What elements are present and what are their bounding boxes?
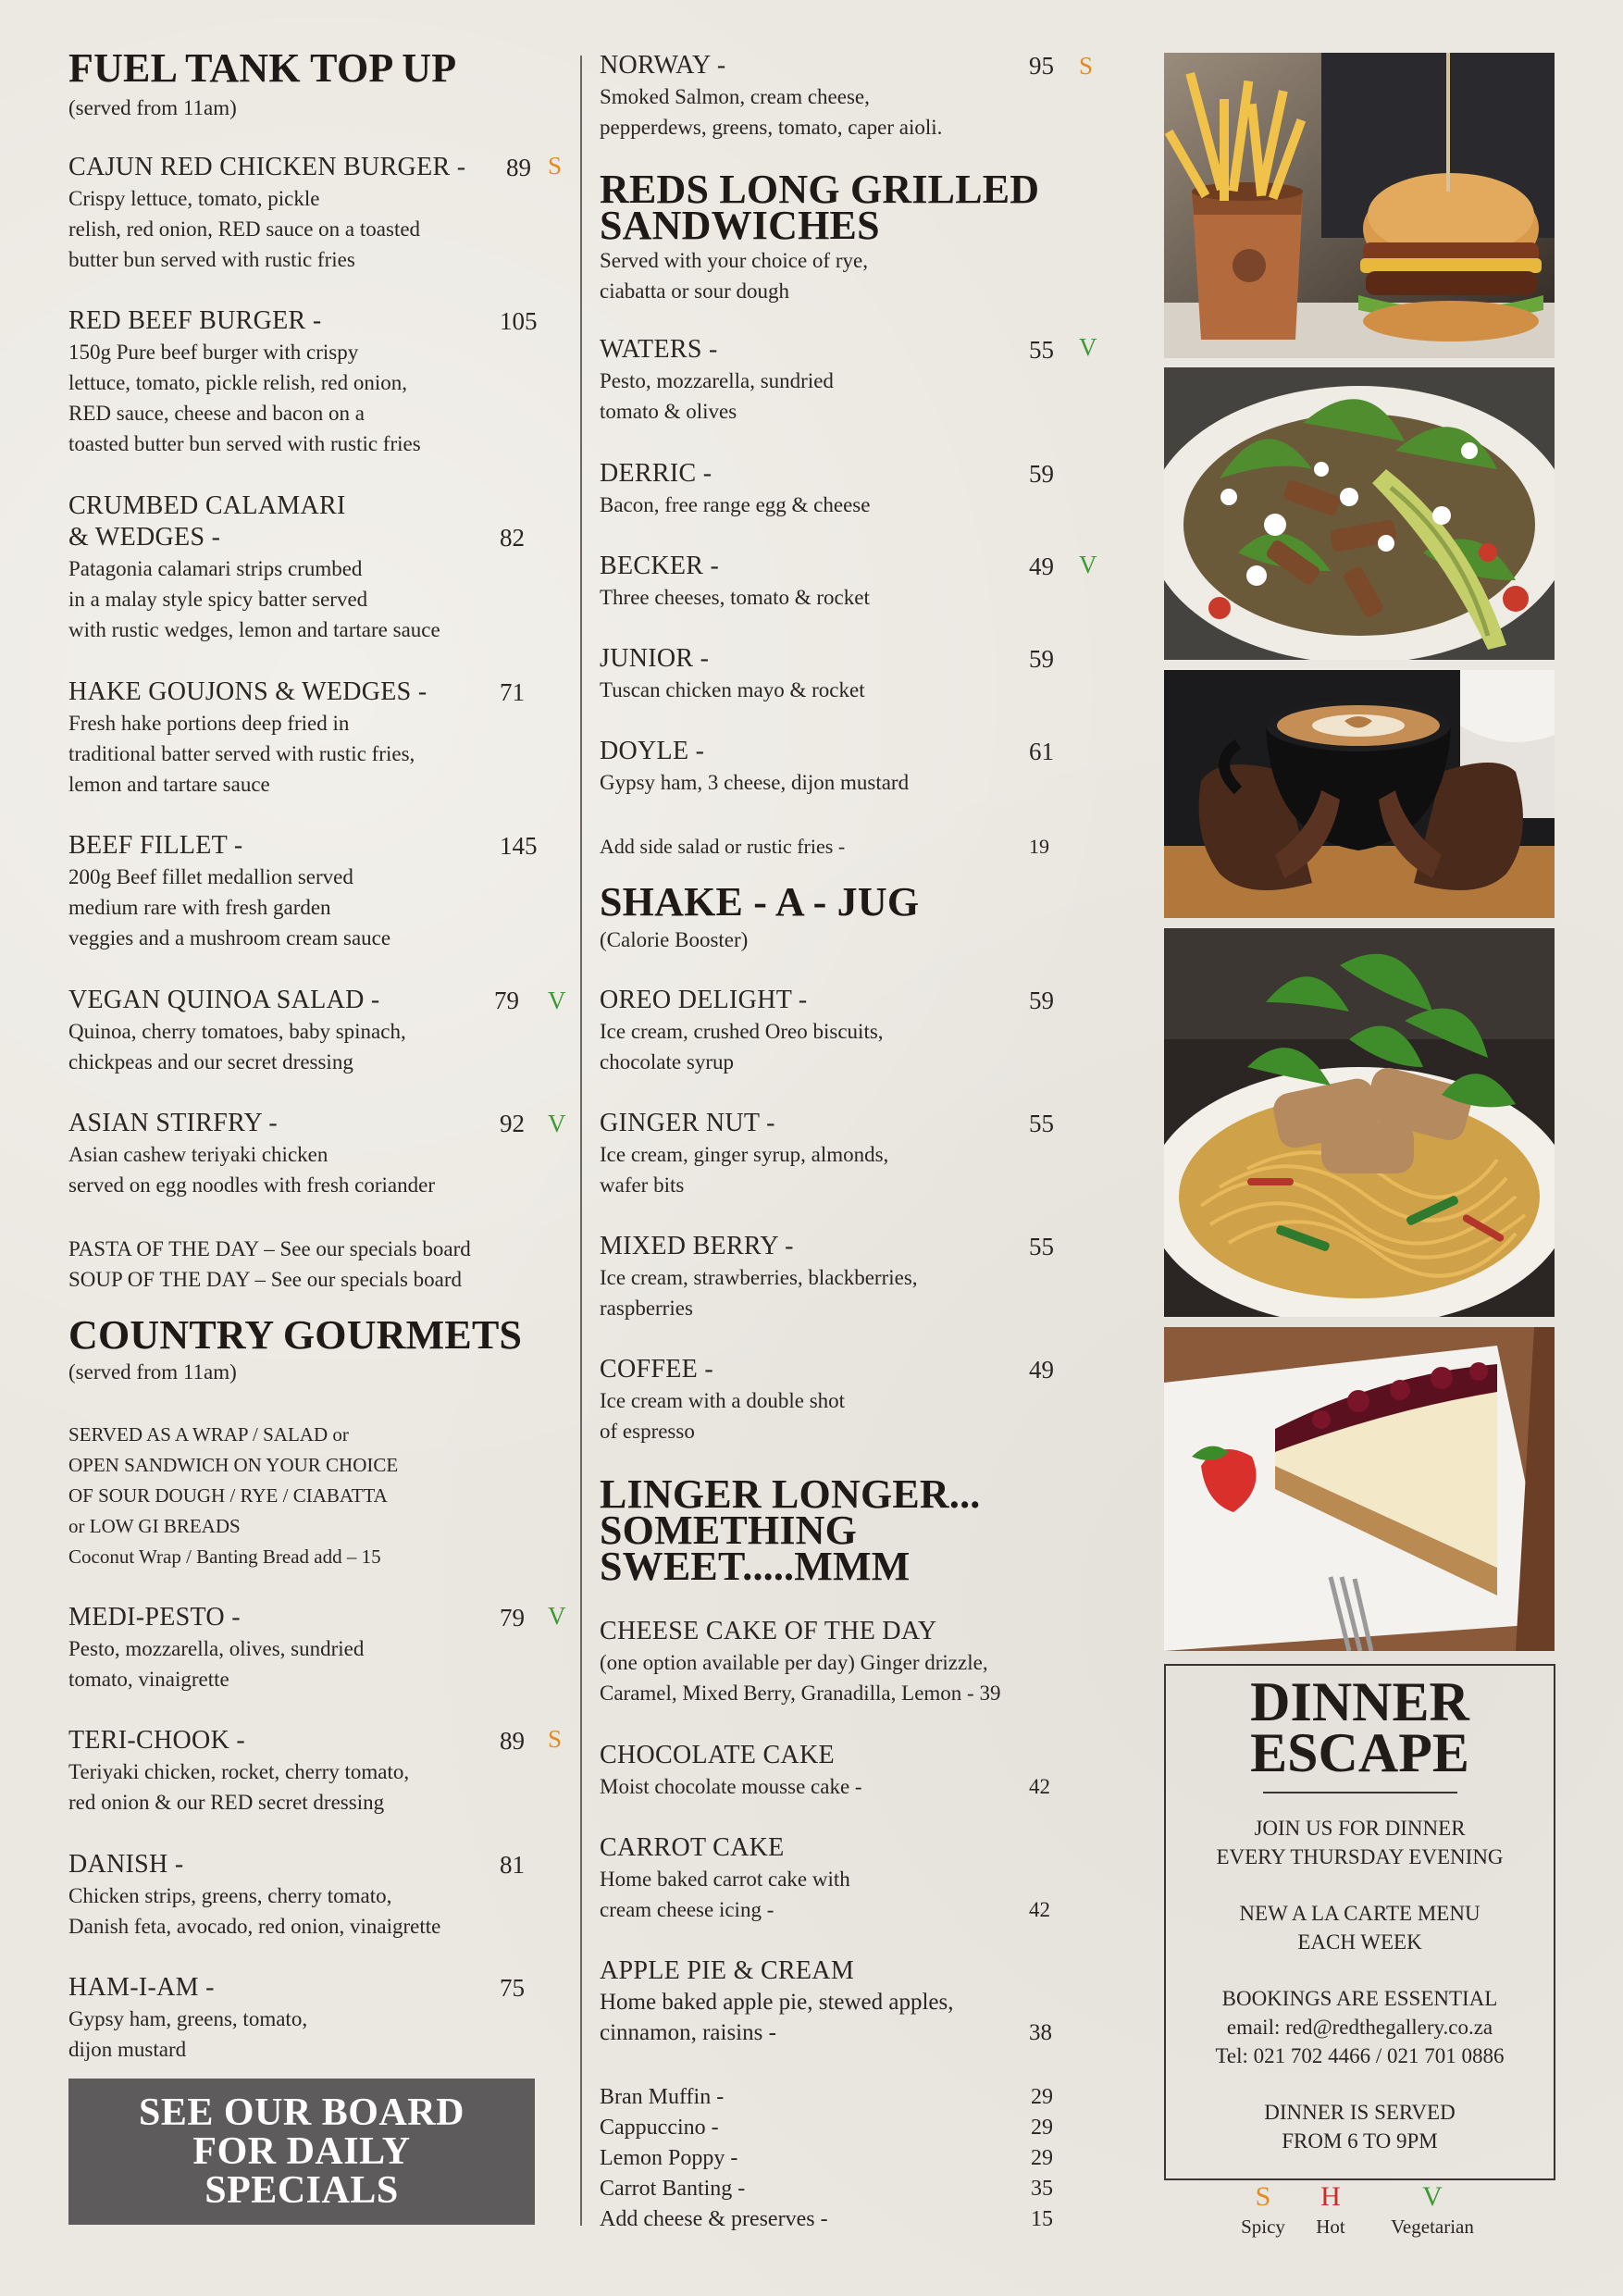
item-price: 79: [494, 987, 519, 1014]
daily-specials-banner: [68, 2079, 535, 2225]
item-description: Moist chocolate mousse cake - 42: [600, 1771, 1118, 1802]
menu-item-carrot-cake: [600, 1832, 1118, 1925]
item-name: ASIAN STIRFRY -: [68, 1109, 278, 1137]
legend-vegetarian: V Vegetarian: [1391, 2181, 1474, 2238]
item-name: TERI-CHOOK -: [68, 1726, 246, 1755]
cappuccino-in-hands-photo: [1164, 670, 1555, 918]
menu-item-asian-stirfry: [68, 1108, 568, 1200]
item-name: GINGER NUT -: [600, 1109, 775, 1137]
item-description: Asian cashew teriyaki chicken served on egg noodles with fresh coriander: [68, 1143, 435, 1197]
dinner-escape-title: DINNER ESCAPE: [1250, 1671, 1469, 1783]
bake-row-cappuccino: Cappuccino - 29: [600, 2116, 1053, 2140]
item-description: Patagonia calamari strips crumbed in a malay style spicy batter served with rustic wedges, lemon and tartare sauce: [68, 557, 440, 641]
item-description: 200g Beef fillet medallion served medium rare with fresh garden veggies and a mushroom cream sauce: [68, 865, 391, 949]
item-price: 81: [500, 1851, 525, 1879]
item-name: OREO DELIGHT -: [600, 986, 808, 1014]
item-price: 49: [1029, 1356, 1054, 1384]
item-name: BECKER -: [600, 552, 720, 580]
linger-longer-title: LINGER LONGER... SOMETHING SWEET.....MMM: [600, 1471, 981, 1589]
menu-item-mixed-berry: [600, 1231, 1118, 1323]
item-price: 89: [500, 1727, 525, 1755]
bake-row-lemon-poppy: Lemon Poppy - 29: [600, 2146, 1053, 2170]
fuel-subtitle: (served from 11am): [68, 96, 237, 119]
side-addon-price: 19: [1029, 835, 1049, 858]
vegetarian-tag: V: [1079, 551, 1097, 578]
item-description: Home baked carrot cake with cream cheese icing - 42: [600, 1864, 1118, 1925]
item-name: COFFEE -: [600, 1355, 713, 1384]
item-name: APPLE PIE & CREAM: [600, 1956, 855, 1985]
item-name: CRUMBED CALAMARI: [68, 491, 346, 520]
menu-item-junior: [600, 643, 1118, 705]
item-name: JUNIOR -: [600, 644, 710, 673]
spicy-tag: S: [1079, 52, 1094, 80]
item-price: 49: [1029, 552, 1054, 580]
dinner-info-bookings: BOOKINGS ARE ESSENTIAL email: red@redthegallery.co.za Tel: 021 702 4466 / 021 701 0886: [1215, 1987, 1505, 2067]
menu-item-chocolate-cake: [600, 1740, 1118, 1802]
item-price: 92: [500, 1110, 525, 1137]
vegetarian-tag: V: [548, 1110, 566, 1137]
item-description: Ice cream, crushed Oreo biscuits, chocolate syrup: [600, 1020, 884, 1074]
item-name: HAKE GOUJONS & WEDGES -: [68, 677, 427, 706]
item-price: 42: [1029, 1775, 1050, 1798]
item-price: 55: [1029, 1110, 1054, 1137]
sandwiches-intro: Served with your choice of rye, ciabatta or sour dough: [600, 249, 868, 303]
item-price: 61: [1029, 738, 1054, 765]
menu-item-danish: [68, 1849, 587, 1942]
soup-of-the-day-note: SOUP OF THE DAY – See our specials board: [68, 1268, 463, 1291]
country-gourmets-info: SERVED AS A WRAP / SALAD or OPEN SANDWICH ON YOUR CHOICE OF SOUR DOUGH / RYE / CIABATTA or LOW GI BREADS Coconut Wrap / Banting Bread add – 15: [68, 1423, 399, 1568]
berry-cheesecake-photo: [1164, 1327, 1555, 1651]
daily-specials-text: SEE OUR BOARD FOR DAILY SPECIALS: [139, 2091, 465, 2212]
legend-spicy: S Spicy: [1241, 2181, 1285, 2238]
item-price: 75: [500, 1974, 525, 2002]
item-description: (one option available per day) Ginger drizzle, Caramel, Mixed Berry, Granadilla, Lemon - 39: [600, 1651, 1001, 1705]
item-name: DOYLE -: [600, 737, 705, 765]
item-price: 59: [1029, 460, 1054, 488]
menu-item-ginger-nut: [600, 1108, 1118, 1200]
spicy-tag: S: [548, 152, 563, 180]
item-name: CHEESE CAKE OF THE DAY: [600, 1617, 937, 1645]
chicken-noodle-stirfry-photo: [1164, 928, 1555, 1317]
item-name: WATERS -: [600, 335, 718, 364]
item-name: CHOCOLATE CAKE: [600, 1741, 835, 1769]
item-price: 105: [500, 307, 538, 335]
item-price: 145: [500, 832, 538, 860]
vegetarian-tag: V: [548, 987, 566, 1014]
menu-item-vegan-quinoa-salad: [68, 985, 568, 1077]
shake-subtitle: (Calorie Booster): [600, 928, 749, 951]
fuel-notes: [68, 1234, 587, 1295]
item-name-line2: & WEDGES -: [68, 523, 221, 552]
item-name: NORWAY -: [600, 51, 726, 80]
item-name: RED BEEF BURGER -: [68, 306, 322, 335]
item-description: Gypsy ham, greens, tomato, dijon mustard: [68, 2007, 308, 2061]
spicy-tag: S: [548, 1725, 563, 1753]
bake-row-bran-muffin: Bran Muffin - 29: [600, 2085, 1053, 2109]
item-name: VEGAN QUINOA SALAD -: [68, 986, 380, 1014]
menu-item-apple-pie: [600, 1955, 1118, 2048]
item-price: 55: [1029, 336, 1054, 364]
menu-item-derric: [600, 458, 1118, 520]
menu-item-ham-i-am: [68, 1972, 568, 2065]
country-gourmets-subtitle: (served from 11am): [68, 1360, 237, 1384]
item-name: CAJUN RED CHICKEN BURGER -: [68, 153, 466, 181]
item-description: Fresh hake portions deep fried in traditional batter served with rustic fries, lemon and tartare sauce: [68, 712, 415, 796]
item-description: Smoked Salmon, cream cheese, pepperdews, greens, tomato, caper aioli.: [600, 85, 943, 139]
item-description: Three cheeses, tomato & rocket: [600, 586, 870, 609]
item-description: Teriyaki chicken, rocket, cherry tomato, red onion & our RED secret dressing: [68, 1760, 410, 1814]
menu-item-red-beef-burger: [68, 305, 568, 459]
item-price: 89: [506, 154, 531, 181]
dinner-escape-rule: [1263, 1792, 1457, 1793]
item-description: Bacon, free range egg & cheese: [600, 493, 871, 516]
item-name: DERRIC -: [600, 459, 712, 488]
menu-item-teri-chook: [68, 1725, 568, 1818]
item-price: 59: [1029, 987, 1054, 1014]
menu-item-hake-goujons: [68, 676, 568, 800]
burger-and-fries-photo: [1164, 53, 1555, 358]
side-addon-label: Add side salad or rustic fries -: [600, 835, 846, 858]
item-description: 150g Pure beef burger with crispy lettuce, tomato, pickle relish, red onion, RED sauce, cheese and bacon on a toasted butter bun served with rustic fries: [68, 341, 421, 455]
menu-item-coffee-shake: [600, 1354, 1118, 1446]
item-description: Gypsy ham, 3 cheese, dijon mustard: [600, 771, 910, 794]
item-name: HAM-I-AM -: [68, 1973, 215, 2002]
item-price: 38: [1029, 2020, 1052, 2045]
item-description: Pesto, mozzarella, olives, sundried tomato, vinaigrette: [68, 1637, 365, 1691]
item-name: DANISH -: [68, 1850, 184, 1879]
sandwiches-title: REDS LONG GRILLED SANDWICHES: [600, 167, 1040, 248]
pasta-of-the-day-note: PASTA OF THE DAY – See our specials board: [68, 1237, 471, 1260]
item-description: Tuscan chicken mayo & rocket: [600, 678, 865, 701]
item-price: 55: [1029, 1233, 1054, 1260]
dinner-escape-box: [1164, 1664, 1555, 2180]
item-description: Ice cream, ginger syrup, almonds, wafer bits: [600, 1143, 889, 1197]
item-description: Chicken strips, greens, cherry tomato, Danish feta, avocado, red onion, vinaigrette: [68, 1884, 441, 1938]
item-name: CARROT CAKE: [600, 1833, 785, 1862]
legend-hot: H Hot: [1316, 2181, 1345, 2238]
item-price: 71: [500, 678, 525, 706]
column-divider: [580, 56, 582, 2226]
item-name: BEEF FILLET -: [68, 831, 243, 860]
menu-item-beef-fillet: [68, 830, 568, 953]
item-description: Pesto, mozzarella, sundried tomato & olives: [600, 369, 834, 423]
item-price: 42: [1029, 1898, 1050, 1921]
item-description: Ice cream with a double shot of espresso: [600, 1389, 846, 1443]
item-price: 82: [500, 524, 525, 552]
item-description: Ice cream, strawberries, blackberries, raspberries: [600, 1266, 918, 1320]
item-price: 59: [1029, 645, 1054, 673]
bake-row-carrot-banting: Carrot Banting - 35: [600, 2177, 1053, 2201]
menu-item-crumbed-calamari: [68, 490, 568, 645]
side-addon-row: [600, 831, 1118, 862]
dinner-info-thursday: JOIN US FOR DINNER EVERY THURSDAY EVENING: [1216, 1817, 1504, 1868]
item-description: Home baked apple pie, stewed apples, cinnamon, raisins - 38: [600, 1987, 1118, 2048]
dinner-info-a-la-carte: NEW A LA CARTE MENU EACH WEEK: [1239, 1902, 1481, 1954]
vegetarian-tag: V: [1079, 333, 1097, 361]
menu-item-cheese-cake: [600, 1616, 1118, 1708]
fuel-title: FUEL TANK TOP UP: [68, 45, 457, 91]
menu-item-waters: [600, 334, 1118, 427]
item-description: Quinoa, cherry tomatoes, baby spinach, chickpeas and our secret dressing: [68, 1020, 406, 1074]
vegetarian-tag: V: [548, 1602, 566, 1630]
item-name: MIXED BERRY -: [600, 1232, 794, 1260]
shake-title: SHAKE - A - JUG: [600, 879, 920, 925]
bake-row-add-cheese: Add cheese & preserves - 15: [600, 2207, 1053, 2231]
dinner-info-served-times: DINNER IS SERVED FROM 6 TO 9PM: [1264, 2101, 1456, 2153]
menu-item-norway: [600, 50, 1118, 143]
menu-item-doyle: [600, 736, 1118, 798]
menu-item-cajun-burger: [68, 152, 568, 275]
item-description: Crispy lettuce, tomato, pickle relish, red onion, RED sauce on a toasted butter bun served with rustic fries: [68, 187, 421, 271]
item-price: 95: [1029, 52, 1054, 80]
chicken-avocado-salad-photo: [1164, 367, 1555, 660]
item-price: 79: [500, 1604, 525, 1632]
menu-item-becker: [600, 551, 1118, 613]
menu-item-oreo-delight: [600, 985, 1118, 1077]
item-name: MEDI-PESTO -: [68, 1603, 241, 1632]
menu-item-medi-pesto: [68, 1602, 568, 1694]
country-gourmets-title: COUNTRY GOURMETS: [68, 1312, 523, 1358]
